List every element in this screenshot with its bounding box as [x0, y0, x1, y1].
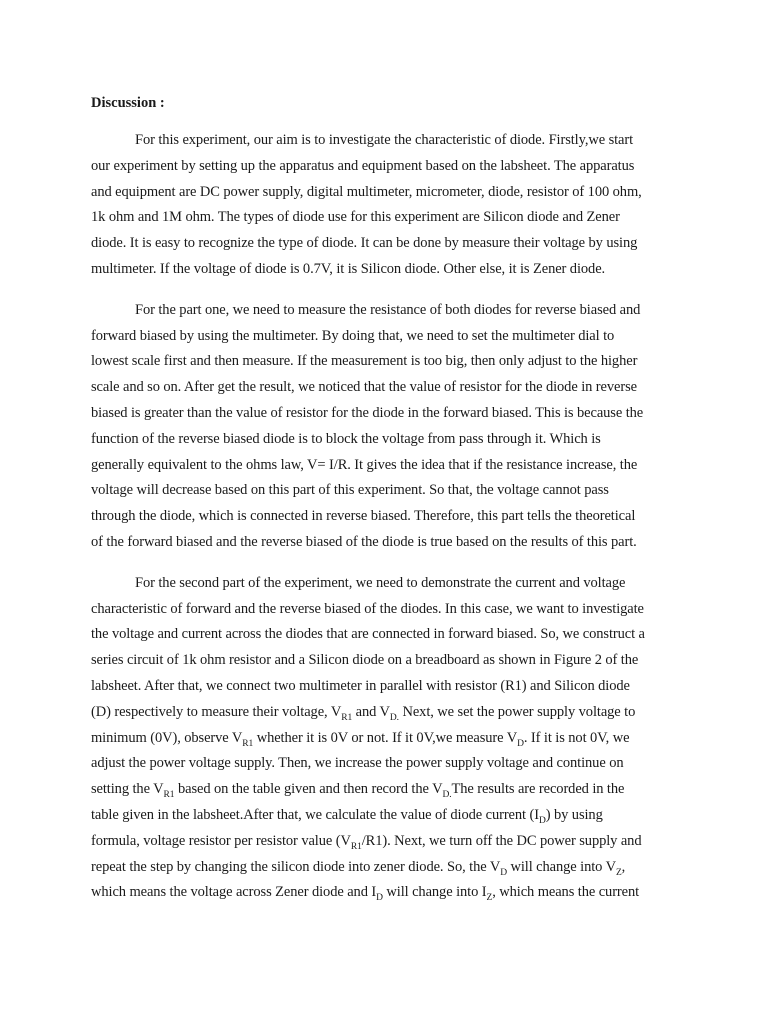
paragraph-2 — [91, 298, 682, 556]
text-run: will change into V — [506, 858, 616, 875]
text-line: characteristic of forward and the reverse biased of the diodes. In this case, we want to investigate — [91, 600, 644, 617]
text-line: 1k ohm and 1M ohm. The types of diode use for this experiment are Silicon diode and Zener — [91, 209, 620, 226]
paragraph-3 — [91, 571, 682, 906]
text-line — [91, 880, 682, 906]
text-run: which means the voltage across Zener diode and I — [91, 884, 377, 901]
text-run: formula, voltage resistor per resistor value (V — [91, 832, 351, 849]
text-line — [91, 803, 682, 829]
text-run: , — [621, 858, 626, 875]
text-line: lowest scale first and then measure. If the measurement is too big, then only adjust to the higher — [91, 353, 638, 370]
text-run: setting the V — [91, 781, 164, 798]
text-run: and V — [352, 703, 390, 720]
text-line: of the forward biased and the reverse biased of the diode is true based on the results of this part. — [91, 533, 637, 550]
text-run: whether it is 0V or not. If it 0V,we measure V — [253, 729, 518, 746]
subscript: Z — [486, 893, 493, 904]
text-run: repeat the step by changing the silicon diode into zener diode. So, the V — [91, 858, 501, 875]
subscript: R1 — [341, 712, 353, 723]
text-line — [91, 726, 682, 752]
text-line: biased is greater than the value of resistor for the diode in the forward biased. This is because the — [91, 404, 644, 421]
text-line: For the second part of the experiment, we need to demonstrate the current and voltage — [135, 574, 626, 591]
text-line: through the diode, which is connected in reverse biased. Therefore, this part tells the theoretical — [91, 508, 636, 525]
text-line — [91, 829, 682, 855]
text-run: will change into I — [382, 884, 487, 901]
text-line — [91, 855, 682, 881]
subscript: D — [517, 738, 524, 749]
text-run: minimum (0V), observe V — [91, 729, 243, 746]
text-line: forward biased by using the multimeter. By doing that, we need to set the multimeter dial to — [91, 327, 615, 344]
text-line: and equipment are DC power supply, digital multimeter, micrometer, diode, resistor of 100 ohm, — [91, 183, 642, 200]
text-run: Next, we set the power supply voltage to — [398, 703, 636, 720]
paragraph-1 — [91, 128, 682, 283]
text-line: series circuit of 1k ohm resistor and a Silicon diode on a breadboard as shown in Figure 2 of the — [91, 652, 639, 669]
text-run: , which means the current — [492, 884, 640, 901]
text-line — [91, 700, 682, 726]
text-line: voltage will decrease based on this part of this experiment. So that, the voltage cannot pass — [91, 482, 609, 499]
text-run: based on the table given and then record the V — [174, 781, 443, 798]
text-line: For this experiment, our aim is to investigate the characteristic of diode. Firstly,we start — [135, 132, 634, 148]
text-line: For the part one, we need to measure the resistance of both diodes for reverse biased and — [135, 301, 641, 318]
subscript: D — [376, 893, 383, 904]
subscript: D — [500, 867, 507, 878]
subscript: D — [538, 815, 546, 826]
text-line: labsheet. After that, we connect two multimeter in parallel with resistor (R1) and Silicon diode — [91, 677, 630, 694]
text-line: scale and so on. After get the result, we noticed that the value of resistor for the diode in reverse — [91, 379, 637, 396]
text-run: table given in the labsheet.After that, we calculate the value of diode current (I — [91, 806, 539, 823]
text-line: adjust the power voltage supply. Then, we increase the power supply voltage and continue on — [91, 755, 624, 772]
text-line: function of the reverse biased diode is to block the voltage from pass through it. Which is — [91, 430, 601, 447]
text-run: The results are recorded in the — [451, 781, 625, 798]
subscript: D. — [442, 790, 452, 801]
subscript: R1 — [242, 738, 254, 749]
subscript: Z — [615, 867, 622, 878]
subscript: R1 — [350, 841, 362, 852]
text-line — [91, 777, 682, 803]
subscript: D. — [389, 712, 399, 723]
subscript: R1 — [163, 790, 175, 801]
text-line: our experiment by setting up the apparatus and equipment based on the labsheet. The apparatus — [91, 157, 635, 174]
text-run: /R1). Next, we turn off the DC power supply and — [361, 832, 642, 849]
text-line: multimeter. If the voltage of diode is 0.7V, it is Silicon diode. Other else, it is Zener diode. — [91, 260, 606, 277]
text-run: . If it is not 0V, we — [523, 729, 630, 746]
text-run: (D) respectively to measure their voltage, V — [91, 703, 342, 720]
text-line: generally equivalent to the ohms law, V= I/R. It gives the idea that if the resistance increase, the — [91, 456, 638, 473]
text-line: diode. It is easy to recognize the type of diode. It can be done by measure their voltage by using — [91, 235, 638, 252]
text-line: the voltage and current across the diodes that are connected in forward biased. So, we construct a — [91, 626, 645, 643]
discussion-heading: Discussion : — [91, 95, 165, 111]
text-run: ) by using — [545, 806, 603, 823]
